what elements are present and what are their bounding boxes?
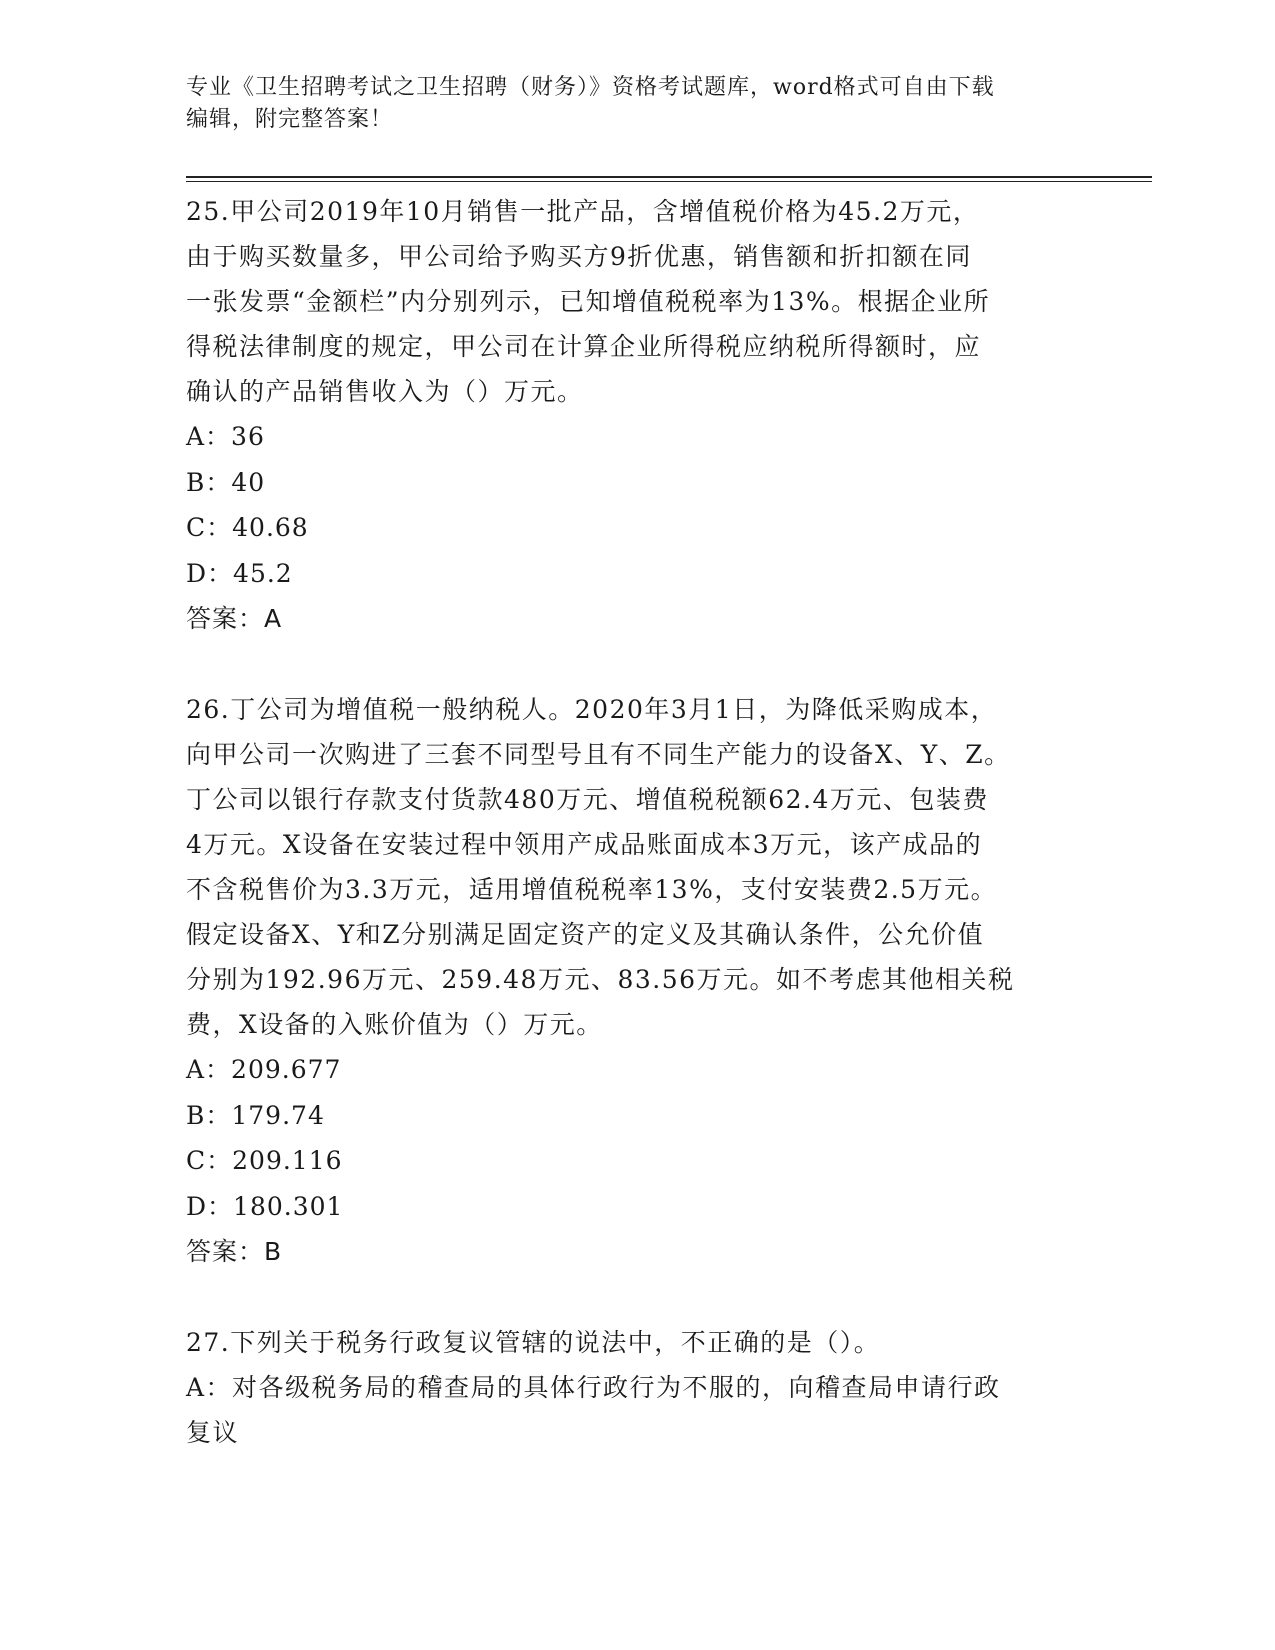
option-c: C：40.68 [186,513,309,542]
question-line: 向甲公司一次购进了三套不同型号且有不同生产能力的设备X、Y、Z。 [186,740,1011,769]
question-26 [186,687,1086,1274]
question-line: 假定设备X、Y和Z分别满足固定资产的定义及其确认条件，公允价值 [186,920,985,949]
question-line: 27.下列关于税务行政复议管辖的说法中，不正确的是（）。 [186,1328,881,1357]
spacer [186,1274,1086,1320]
option-line: A：对各级税务局的稽查局的具体行政行为不服的，向稽查局申请行政 [186,1373,1001,1402]
question-text [186,1320,1086,1365]
question-line: 分别为192.96万元、259.48万元、83.56万元。如不考虑其他相关税 [186,965,1015,994]
option-b: B：179.74 [186,1100,325,1130]
spacer [186,641,1086,687]
question-text [186,687,1086,1047]
option-d: D：45.2 [186,558,293,588]
option-a: A：209.677 [186,1055,342,1084]
question-line: 费，X设备的入账价值为（）万元。 [186,1010,603,1039]
header-rule-thin [186,181,1152,182]
option-b: B：40 [186,467,266,497]
document-header [186,72,1086,136]
option-a [186,1365,1086,1455]
question-line: 由于购买数量多，甲公司给予购买方9折优惠，销售额和折扣额在同 [186,242,972,271]
question-line: 25.甲公司2019年10月销售一批产品，含增值税价格为45.2万元， [186,197,980,226]
header-rule-thick [186,176,1152,178]
question-line: 4万元。X设备在安装过程中领用产成品账面成本3万元，该产成品的 [186,830,983,859]
question-line: 丁公司以银行存款支付货款480万元、增值税税额62.4万元、包装费 [186,785,989,814]
header-line: 专业《卫生招聘考试之卫生招聘（财务）》资格考试题库，word格式可自由下载 [186,75,995,100]
option-a: A：36 [186,422,265,451]
question-line: 得税法律制度的规定，甲公司在计算企业所得税应纳税所得额时，应 [186,332,982,361]
answer-label: 答案：A [186,604,283,633]
question-line: 不含税售价为3.3万元，适用增值税税率13%，支付安装费2.5万元。 [186,875,998,904]
question-text [186,189,1086,414]
question-27 [186,1320,1086,1455]
question-list [186,189,1086,1455]
question-line: 一张发票“金额栏”内分别列示，已知增值税税率为13%。根据企业所 [186,287,991,316]
header-line: 编辑，附完整答案！ [186,107,394,132]
option-c: C：209.116 [186,1146,343,1175]
answer-label: 答案：B [186,1237,283,1266]
option-line: 复议 [186,1418,240,1447]
option-d: D：180.301 [186,1191,344,1221]
question-line: 确认的产品销售收入为（）万元。 [186,377,584,406]
question-line: 26.丁公司为增值税一般纳税人。2020年3月1日，为降低采购成本， [186,695,998,724]
question-25 [186,189,1086,641]
